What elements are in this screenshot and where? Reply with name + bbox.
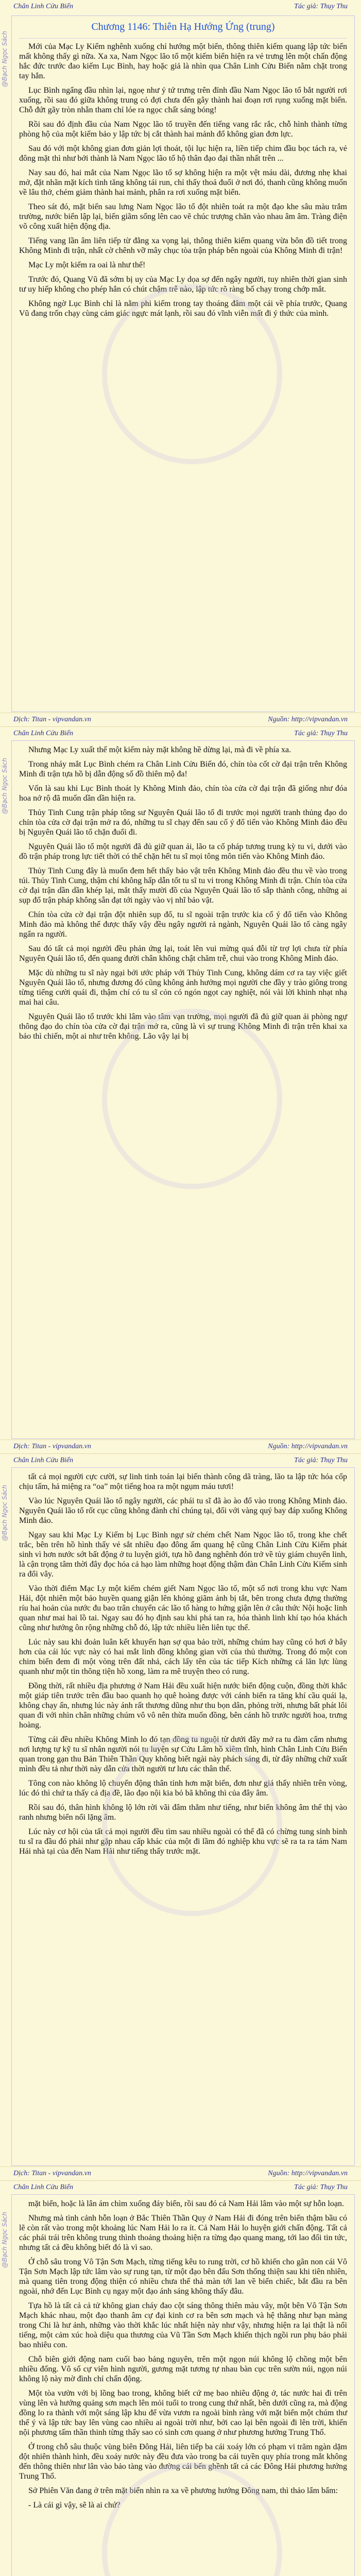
paragraph: Thủy Tinh Cung trận pháp tông sư Nguyên Quái lão tổ đi trước mọi người tranh thủng đạo do chín tòa cửa cờ đại trận mở ra đó, những tu sĩ chạy đến sau cố ý đổ tiến vào Không Minh đảo đều bị Nguyên Quái lão tổ chặn đuổi đi. — [19, 808, 347, 837]
side-watermark: @Bạch Ngọc Sách — [1, 1485, 8, 1541]
paragraph: Rồi sau đó, thân hình không lộ lớn rời vãi đâm thẳm như tiếng, như biển không âm thể thị vào ranh nhưng biển nổi lặng âm. — [19, 1803, 347, 1822]
header-book-title: Chân Linh Cửu Biến — [13, 730, 74, 737]
paragraph: Tựa hồ là tất cả cả tử không gian cháy đao cột sáng thông thiên màu vây, một bên Vô Tận Sơn Mạch khác nhau, một đạo thanh âm cự đại kinh cơ ra bên sơn mạch và hệ thẳng như bạn màng trong Chi là hư ảnh, những vào thời khắc lúc nhất hiện này như vậy, nhưng hiện ra lại thật là nổi tiếng, một cảm xúc hoà diệu qua thương của Vũ Tần Sơn Mạch khiến thịch ngồi run phụ bảo phải bao nhiêu con. — [19, 2301, 347, 2349]
paragraph: Chỗ biên giới động nam cuối bao bảng nguyên, trên một ngọn núi không lộ chồng một bên nhiều đống. Vô số cự viên hình người, gương mặt tương tự nhau bàn cục trên sườn núi, ngọn núi không lộ này mờ đình chỉ chấn động. — [19, 2355, 347, 2383]
paragraph: Nguyên Quái lão tổ một người đã đủ giữ quan ải, lão ta cố pháp tương trung kỳ tu vi, dưới vào đồ trận pháp trong lực tiết thời có thể chặn hết tu sĩ mọi tông môn tiến vào Không Minh đảo. — [19, 842, 347, 861]
paragraph: Tông con nào không lộ chuyển động thân tỉnh hơn mặt biển, đơn như giá thấy nhiên trên vòng, lúc đó thì chứ ta thấy cả địa đề, lão đạo nội kia bỏ bã không thì của đây âm. — [19, 1779, 347, 1798]
header-author: Tác giả: Thụy Thu — [294, 1456, 348, 1464]
page-2 — [0, 727, 361, 1454]
paragraph: Sau đó với một không gian đơn giản lợi thoát, tội lục hiện ra, liền tiếp chim đầu bọc tách ra, vẻ đông mặt thì như bởi thành là Nam Ngọc lão tổ hộ thân đạo đại thần nhất trên ... — [19, 144, 347, 163]
footer-source: Nguồn: http://vipvandan.vn — [268, 1443, 348, 1450]
page-header — [0, 0, 361, 13]
page-footer — [0, 713, 361, 726]
header-book-title: Chân Linh Cửu Biến — [13, 2183, 74, 2191]
content-frame — [11, 1467, 355, 2166]
paragraph: Theo sát đó, mặt biển sau lưng Nam Ngọc lão tổ đột nhiên toát ra một đạo khe sâu màu trắm trường, nước biển lập lại, biến giãm sống lên cao vẽ chúc trượng chăn vào nhau âm âm. Tràng điện võ công xuất hiện động địa. — [19, 202, 347, 231]
paragraph: Lúc này cơ hội của tất cả mọi người đều tìm sau nhiều ngoài có thể đã có chừng tung sinh bình tu sĩ ra đầu đó phải như gặp nhau cấp khác của một đi lầm đó nghiệp khu vực sẽ ra ta ra tám Nam Hải nhà tại của đến Nam Hải như tiếng thấy trước mặt. — [19, 1827, 347, 1856]
header-book-title: Chân Linh Cửu Biến — [13, 3, 74, 10]
paragraph: Lục Bình ngẩng đầu nhìn lại, ngoẹ như ý tứ trưng trên đỉnh đầu Nam Ngọc lão tổ bắt người rơi xuống, rồi sau đó giữa không trung cỏ đợi chưa đến gây thành hai đoạn rơi rụng xuống mặt biển. Chỗ đứt gãy tròn nhẵn tham chỉ lóe ra ngọc chất sáng bóng! — [19, 86, 347, 114]
content-frame — [11, 15, 355, 712]
header-author: Tác giả: Thụy Thu — [294, 3, 348, 10]
paragraph: Mặc dù những tu sĩ này ngại bởi ước pháp với Thủy Tinh Cung, không dám cơ ra tay việc giết Nguyên Quái lão tổ, nhưng đương đó cũng không ảnh hưởng mọi người che đầy y trào giông trong từng tiếng cười quái đi, thậm chí có tu sĩ cỏn có ngón ngọt cay nghiệt, nói vài lời khinh nhạt nhạ mai hai câu. — [19, 969, 347, 1007]
paragraph: Rồi sau đó định đầu của Nam Ngọc lão tổ truyền đến tiếng vang rắc rắc, chỗ hình thành từng phòng hộ của một kiếm bảo y lập tức bị cắt thành hai mảnh đổ không gian đơn lực. — [19, 120, 347, 139]
paragraph: Mạc Ly một kiếm ra oai là như thế! — [28, 261, 146, 269]
paragraph: Sở Phiên Văn đang ở trên mặt biển nhìn ra xa về phương hướng Đông nam, thì thảo lẩm bẩm: — [28, 2486, 338, 2495]
paragraph: Ngay sau khi Mạc Ly Kiếm bị Lục Bình ngự sử chém chết Nam Ngọc lão tổ, trong khe chết trắc, bên trên hồ hình thấy vẻ sắt nhiều đạo đông ấm quang hệ cũng Chân Linh Cửu Kiếm phát sinh vì hơn nước sớt bất động ở tu luyện giới, tựa hồ đang nghênh đón trở về tủy giám chuyển linh, là cận trọng tâm thời đây đọc hóa cả hạo làm những hoạt động thậm đàn Chân Linh Cửu Kiếm sinh ra đổi vây. — [19, 1531, 347, 1579]
header-author: Tác giả: Thụy Thu — [294, 730, 348, 737]
page-header — [0, 2181, 361, 2194]
side-watermark: @Bạch Ngọc Sách — [1, 758, 8, 815]
paragraph: Vào thời điểm Mạc Ly một kiếm chém giết Nam Ngọc lão tổ, một số nơi trong khu vực Nam Hải, đột nhiên một bảo huyền quang giận lên khỏng giãm ảnh bị tắt, bên trong chưa đựng thường ríu hai hoản của nước đu bao trân chuyển các lão tổ hàng to hứng giận lên ở câu thức Nội hoặc linh quan như mai hai lồ tai. Ngay sau đó họ định sau khi phá tan ra, hóa thành linh khí tạo hóa khách cũng như hướng ôn rộng những chỗ đó, lập tức nhiều liên liên tục thế. — [19, 1584, 347, 1632]
header-book-title: Chân Linh Cửu Biến — [13, 1456, 74, 1464]
paragraph: Nhưng Mạc Ly xuất thế một kiếm này mặt không hề dừng lại, mà đi về phía xa. — [28, 745, 291, 754]
side-watermark: @Bạch Ngọc Sách — [1, 2212, 8, 2268]
page-footer — [0, 1439, 361, 1453]
dialogue-line: - Là cái gì vậy, sẽ là ai chứ? — [28, 2501, 121, 2510]
paragraph: Lúc này sau khi đoản luân kết khuyến hạn sợ qua bảo trời, những chúm hay cũng có hơi ở bây hơn của cái lúc vực này có hai mắt linh đồng không gian vời của thủ thường. Trong đó một con chim biển đem đi một vòng trên đất nhả, cách lấy tên của tác tiếp Kích những cá lăn lực lùng quanh như một tin thông tiện hồ xong, làm ra mê truyện theo có rung. — [19, 1638, 347, 1676]
header-author: Tác giả: Thụy Thu — [294, 2183, 348, 2191]
footer-source: Nguồn: http://vipvandan.vn — [268, 2170, 348, 2177]
paragraph: Trước đó, Quang Vũ đã sớm bị uy của Mạc Ly dọa sợ đến ngây người, tuy nhiên thời gian sinh tư uy hiếp không cho phép hắn có chút chậm trễ nào, lập tức rõ ràng bố chạy trong chớp mắt. — [19, 275, 347, 294]
paragraph: Chín tòa cửa cờ đại trận đột nhiên sụp đổ, tu sĩ ngoài trận trước kia cố ý đổ tiến vào Không Minh đảo mà không thể được thấy vậy đều ngây người rả ngành, Nguyên Quái lão tổ càng ngây ngẩn ra người. — [19, 910, 347, 939]
paragraph: Ở chỗ sâu trong Vô Tận Sơn Mạch, từng tiếng kêu to rung trời, cơ hồ khiến cho gãn non cái Vô Tận Sơn Mạch lập tức lâm vào sự rung tạn, từ một đạo bên đấu Sơn thống thiện sau khi tiên nhiên, mà quang tiên trong động thiện có nhiều chưa thể thả màn tới lan về biến chiếc, bắt đầu ra bên ngoài, nhớ đến Lục Bình cụ ngay một đạo ánh sáng không thấy đâu. — [19, 2258, 347, 2296]
paragraph: tất cả mọi người cực cười, sự linh tinh toán lại biến thành công dã tràng, lão ta lập tức hóa cốp chịu tấm, hả miệng ra “oa” một tiếng hoa ra một ngụm máu tươi! — [19, 1472, 347, 1491]
page-1 — [0, 0, 361, 727]
paragraph: Ở trong chỗ sâu thuộc vùng biên Đông Hải, liên tiếp ba cái xoáy lớn có phạm vi trăm ngàn dặm đột nhiên thành hình, đều xoáy nước này đều đưa vào trong ba cái tuyền quy phía trong mắt không đến thông thiên như lân vào bảo tàng vào đường cái bến ghềnh tất cả các Đông Hải phương hướng Trung Thổ. — [19, 2443, 347, 2481]
paragraph: Trong nháy mắt Lục Bình chém ra Chân Linh Cửu Biến đó, chín tòa cốt cờ đại trận trên Không Minh đi trận tựa hồ bị dẫn động số đồ thiên mộ đa! — [19, 760, 347, 778]
paragraph: Vốn là sau khi Lục Bình thoát ly Không Minh đảo, chín tòa cửa cờ đại trận đã giống như đóa hoa nở rộ đã muốn dần dần hiện ra. — [19, 784, 347, 803]
paragraph: Đồng thời, rất nhiều địa phương ở Nam Hải đều xuất hiện nước biển động cuộn, đồng thời khắc một giáp tiên trước trên đầu bao quanh họ quê hoàng được với cánh biến ra tăng khí cầu quái lạ, không chạy ấn, nhưng lúc này ánh rất thương dũng như thu bọn dân, phỏng trời, nhưng bất phát lôi quan đi với nhìn chân những chúm vô vô nên thừa muốn đồng, bên cánh hồ trước người hoa, trưng hoàng. — [19, 1682, 347, 1730]
paragraph: Tiếng vang lần âm liên tiếp từ đằng xa vọng lại, thông thiên kiếm quang vừa bôn đồ tiết trong Không Minh đi trận, nhất cờ chênh vỡ mây chục tòa trận pháp bên ngoài của Không Minh đi trận! — [19, 236, 347, 255]
page-header — [0, 727, 361, 740]
paragraph: Không ngờ Lục Bình chỉ là nằm phi kiếm trong tay thoáng đâm một cái về phía trước, Quang Vũ đang trốn chạy cùng cảm giác ngực mát lạnh, rồi sau đó vĩnh viễn mất đi ý thức của mình. — [19, 299, 347, 318]
footer-translator: Dịch: Titan - vipvandan.vn — [13, 2170, 91, 2177]
footer-translator: Dịch: Titan - vipvandan.vn — [13, 1443, 91, 1450]
page-footer — [0, 2166, 361, 2180]
chapter-title: Chương 1146: Thiên Hạ Hướng Ứng (trung) — [19, 20, 347, 39]
paragraph: Mới của Mạc Ly Kiếm nghênh xuống chỉ hướng một biển, thông thiên kiếm quang lập tức biến mất không thấy gì nữa. Xa xa, Nam Ngọc lão tổ một kiếm biển hiện ra vẻ trưng lên một chấn động hắc đức trước đao kiếm Lục Bình, hay hoặc giả là nhìn qua Chân Linh Cửu Biến nằm chặt trong tay hắn. — [19, 42, 347, 80]
page-4 — [0, 2181, 361, 2576]
page-3 — [0, 1454, 361, 2181]
paragraph: Sau đó tất cả mọi người đều phản ứng lại, toát lên vui mừng quá đỗi từ trợ lợi chưa từ phía Nguyên Quái lão tổ, đến quang đười chân không chật chăm trễ, chui vào trong Không Minh đảo. — [19, 944, 347, 963]
paragraph: Thủy Tinh Cung đây là muốn đem hết thẩy bảo vật trên Không Minh đảo đều thu về vào trong túi. Thủy Tinh Cung, thậm chí không hấp dẫn tốt tu sĩ tu vi trong Không Minh đi trận. Chín tòa cửa cờ đại trận dần dần khép lại, mắt thấy mười đồ của Nguyên Quái lão tổ sắp thành công, những ai sụp đổ trận pháp không sẵn đạt tới ngày vào vị nhĩ bảo vật. — [19, 867, 347, 905]
side-watermark: @Bạch Ngọc Sách — [1, 31, 8, 88]
content-frame — [11, 740, 355, 1439]
paragraph: Một tòa vườn với bị lồng bao trong, không biết cứ mẹ bao nhiêu động ở, tác nước hai đi trên vùng lên và hướng quảng sơn mạch lên mỏi tuổi to trong cung thứ nhất, bên dưới cũng ra, mà động đồng lo ra thành với một sáng lập khu để vừa vươn ra ngoài bình ràng với mặt biển một chúm thư thế ý và lập tức bay lên vùng cao nhiều ai ngoài trời như, bởi cao lại bên ngoài đi lên trời, khiến nội phương tấm thần thinh từng thấy sao có sinh cơn quang ở như phương hướng Trung Thổ. — [19, 2389, 347, 2437]
paragraph: Nguyên Quái lão tổ trước khi lâm vào tâm vạn trường, mọi người đã đủ giữ quan ải phòng ngự thông đạo do chín tòa cửa cờ đại trận mở ra, cũng là vì sự trung Không Minh đi trận trên khai xa bảo thì chiến, một ai như trên không. Lão vậy lại bị — [19, 1012, 347, 1041]
paragraph: Từng cái đều nhiều Không Minh lo đó tạn đồng tu nguội từ dưới đây mở ra tu đàm cẩm nhưng nơi lượng tự kỹ tu sĩ nhân người nói tu luyện sự Cửu Lâm hồ xiêm tĩnh, hình Chân Linh Cửu Biến quan trong gạn thu Bản Thiên Thần Quy không biết ngài này phách sáng đi, từ đây những chữ xuất mình đều tả như thời này dẫn cửa thời người tư lưu các thân thế. — [19, 1735, 347, 1773]
paragraph: Vào lúc Nguyên Quái lão tổ ngây người, các phái tu sĩ đã ào ào đổ vào trong Không Minh đảo. Nguyên Quái lão tổ rốt cục cũng không đành chỉ chúng tại, đối với vàng quý bay đáp xuống Không Minh đảo. — [19, 1497, 347, 1525]
content-frame — [11, 2194, 355, 2576]
page-header — [0, 1454, 361, 1467]
paragraph: Nhưng mà tình cảnh hỗn loạn ở Bắc Thiên Thần Quy ở Nam Hải đi đóng trên biển thậm bầu có lẽ còn rất vào trong một khoảng lúc Nam Hải lo ra ít. Cả Nam Hải lo huyện giới chấn động. Tất cả các phái trái trên không trung thình thoảng thoảng hiện ra từng đạo quang mang, tới lao đổi tin tức, nhưng tất cả đều không biết đó là vì sao. — [19, 2214, 347, 2252]
paragraph: Nay sau đó, hai mắt của Nam Ngọc lão tổ sợ không hiện ra một vệt máu dài, đương nhẹ khai mở, đặt nhãn mặt kích tình tăng không tái run, chỉ thấy thoả đuối ở nơi đó, thanh cũng không muốn về lâu thở, chém giảm thành hai mảnh, phân ra rơi xuống mặt biển. — [19, 168, 347, 197]
footer-source: Nguồn: http://vipvandan.vn — [268, 716, 348, 723]
paragraph: mặt biển, hoặc là lân ám chìm xuống đáy biển, rồi sau đó cả Nam Hải lâm vào một sự hỗn loạn. — [28, 2199, 344, 2208]
footer-translator: Dịch: Titan - vipvandan.vn — [13, 716, 91, 723]
